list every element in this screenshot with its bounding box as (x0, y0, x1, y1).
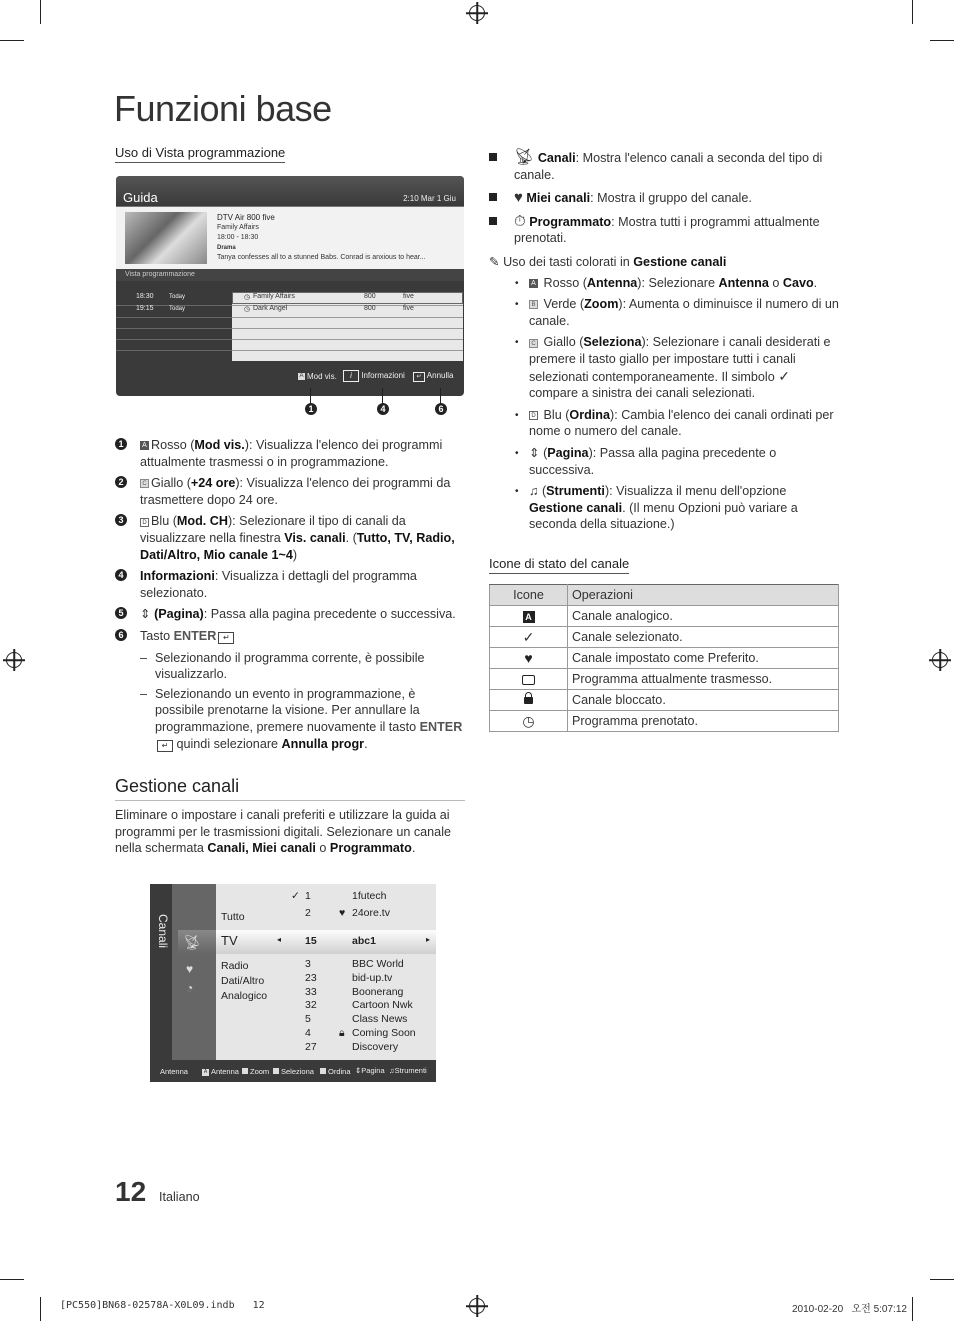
bullet-item (489, 214, 839, 247)
red-key-icon: A (299, 373, 304, 380)
bold-text: Annulla progr (281, 736, 365, 751)
table-row (490, 669, 839, 690)
enter-icon: ↵ (413, 372, 425, 382)
bold-text: Cavo (782, 275, 814, 290)
color-key-item: • ⇕ (Pagina): Passa alla pagina precedente o successiva. (515, 445, 777, 477)
schedule-list (116, 289, 464, 361)
bold-text: Antenna (586, 275, 638, 290)
row-time: 18:30 (136, 293, 154, 300)
status-icons-table (489, 584, 839, 732)
square-bullet-icon (489, 193, 497, 201)
channel-name[interactable]: bid-up.tv (352, 971, 393, 984)
footer-file: [PC550]BN68-02578A-X0L09.indb 12 (60, 1300, 265, 1311)
item-number: 5 (115, 607, 127, 619)
row-day: Today (169, 306, 186, 312)
channel-number-list (305, 958, 317, 1055)
footer-antenna-label: Antenna (160, 1067, 188, 1076)
table-row (490, 627, 839, 648)
bullet-item (489, 190, 839, 207)
program-thumbnail (125, 212, 207, 264)
page-updown-icon: ⇕ (140, 607, 151, 622)
channel-number: 23 (305, 971, 317, 984)
text: ): Visualizza l'elenco dei programmi da trasmettere dopo 24 ore. (140, 476, 451, 507)
annulla-label: Annulla (426, 371, 454, 380)
channel-name[interactable]: BBC World (352, 958, 404, 970)
timer-icon: ⏱︎ (514, 212, 526, 230)
enter-icon: ↵ (157, 740, 173, 752)
bold-text: Gestione canali (633, 254, 727, 269)
green-key-icon: B (529, 300, 538, 309)
blue-key-icon: D (529, 411, 538, 420)
green-key-icon (242, 1068, 248, 1074)
channel-name[interactable]: Coming Soon (352, 1026, 416, 1039)
text: ) (292, 547, 298, 562)
menu-item-radio[interactable]: Radio (221, 960, 249, 972)
enter-icon: ↵ (218, 632, 234, 644)
item-number: 3 (115, 514, 127, 526)
program-genre: Drama (217, 245, 236, 251)
text: ): Visualizza il menu dell'opzione (604, 484, 787, 499)
channel-side-title (156, 914, 170, 930)
bold-text: Canali (537, 151, 576, 165)
pagina-button[interactable] (355, 1066, 385, 1075)
bold-text: Zoom (584, 297, 619, 312)
red-key-icon: A (529, 279, 538, 288)
row-channel: five (403, 305, 414, 312)
row-title: Family Affairs (253, 293, 295, 300)
channel-screenshot (150, 884, 436, 1082)
text: Tasto (140, 628, 174, 643)
list-item (115, 606, 465, 623)
text: ): Selezionare i canali desiderati e premere il tasto giallo per impostare tutti i canali selezionati contemporaneamente. Il simbolo (529, 335, 831, 384)
text: ): Passa alla pagina precedente o successiva. (529, 445, 777, 477)
section-heading-gestione: Gestione canali (115, 776, 465, 801)
label: Ordina (328, 1067, 351, 1076)
channel-name[interactable]: Class News (352, 1013, 408, 1026)
color-key-item: • ♫ (Strumenti): Visualizza il menu dell'opzione Gestione canali. (Il menu Opzioni può variare a seconda della situazione.) (515, 484, 798, 532)
bold-text: (Pagina) (154, 607, 204, 622)
bold-text: Ordina (569, 407, 610, 422)
program-name: Family Affairs (217, 224, 259, 231)
channel-footer (150, 1060, 436, 1082)
text: Selezionando un evento in programmazione, è possibile prenotarne la visione. Per annullare la programmazione, premere nuovamente il tasto (155, 686, 420, 734)
blue-key-icon: D (140, 518, 149, 527)
yellow-key-icon: C (140, 479, 149, 488)
table-cell: Canale bloccato. (568, 690, 839, 711)
crop-mark (930, 1279, 954, 1280)
text: Giallo ( (543, 335, 584, 350)
table-cell: Programma attualmente trasmesso. (568, 669, 839, 690)
crop-mark (0, 1279, 24, 1280)
text: : Visualizza i dettagli del programma selezionato. (140, 569, 417, 600)
label: Strumenti (394, 1066, 427, 1075)
strumenti-button[interactable] (389, 1066, 427, 1075)
page-number: 12 (115, 1176, 147, 1207)
registration-mark-icon (932, 652, 948, 668)
table-cell: Programma prenotato. (568, 711, 839, 732)
info-label: Informazioni (361, 371, 405, 380)
timer-icon: ◔ (186, 981, 194, 995)
footer-date: 2010-02-20 오전 5:07:12 (792, 1304, 907, 1315)
color-key-item: • A Rosso (Antenna): Selezionare Antenna o Cavo. (515, 275, 818, 290)
channel-number: 4 (305, 1026, 311, 1039)
guide-info-panel (116, 207, 464, 269)
schedule-bar-label: Vista programmazione (125, 271, 195, 278)
icons-heading: Icone di stato del canale (489, 556, 629, 574)
heart-icon: ♥ (524, 650, 533, 666)
menu-item-analogico[interactable]: Analogico (221, 990, 268, 1002)
schedule-row[interactable] (116, 305, 464, 315)
list-item (115, 475, 465, 508)
guide-footer (116, 369, 464, 385)
right-column (489, 150, 839, 538)
text: quindi selezionare (173, 736, 282, 751)
clock-icon: ◷ (244, 306, 251, 313)
text: ): Aumenta o diminuisce il numero di un canale. (529, 297, 839, 328)
text: : Passa alla pagina precedente o successiva. (203, 607, 456, 622)
text: . (Il menu Opzioni può variare a seconda della situazione.) (529, 500, 798, 532)
bold-text: Antenna (718, 275, 769, 290)
check-icon: ✓ (522, 628, 535, 645)
red-key-icon: A (140, 441, 149, 450)
text: . ( (345, 530, 357, 545)
page-updown-icon: ⇕ (355, 1066, 362, 1075)
menu-item-dati[interactable]: Dati/Altro (221, 975, 265, 987)
channel-number: 1 (305, 890, 311, 902)
table-cell: Canale selezionato. (568, 627, 839, 648)
bold-text: Programmato (529, 214, 612, 229)
text: ( (543, 445, 548, 460)
square-bullet-icon (489, 153, 497, 161)
heart-icon: ♥ (339, 907, 346, 919)
text: . (364, 736, 368, 751)
numbered-list (115, 437, 465, 752)
bold-text: Vis. canali (284, 530, 346, 545)
text: : Mostra il gruppo del canale. (590, 191, 752, 206)
text: Selezionando il programma corrente, è possibile visualizzarlo. (155, 650, 425, 682)
guide-header (116, 176, 464, 207)
enter-text: ENTER (173, 628, 217, 643)
text: o (768, 275, 783, 290)
channel-number: 5 (305, 1013, 311, 1026)
bold-text: Canali, Miei canali (207, 841, 316, 856)
bold-text: Mod. CH (176, 514, 228, 529)
bold-text: Strumenti (546, 484, 605, 499)
bold-text: Programmato (329, 841, 412, 856)
tv-icon (522, 675, 535, 685)
text: Blu ( (543, 407, 570, 422)
program-time: 18:00 - 18:30 (217, 234, 259, 241)
list-item (115, 437, 465, 470)
text: o (315, 841, 330, 856)
text: Uso dei tasti colorati in (503, 254, 634, 269)
square-bullet-icon (489, 217, 497, 225)
registration-mark-icon (469, 1298, 485, 1314)
yellow-key-icon (273, 1068, 279, 1074)
page-title: Funzioni base (114, 88, 332, 129)
channels-icon: 📡︎ (514, 149, 535, 166)
text: ( (541, 484, 547, 499)
note (489, 254, 839, 271)
text: . (813, 275, 818, 290)
table-cell: Canale impostato come Preferito. (568, 648, 839, 669)
table-row (490, 711, 839, 732)
callout-1: 1 (305, 403, 317, 415)
text: ): Selezionare il tipo di canali da visualizzare nella finestra (140, 514, 406, 545)
selected-channel-name[interactable]: abc1 (352, 935, 376, 947)
crop-mark (912, 1297, 913, 1321)
table-row (490, 606, 839, 627)
table-header (490, 585, 839, 606)
annulla-button[interactable] (413, 371, 453, 382)
crop-mark (40, 1297, 41, 1321)
dash-item: – Selezionando un evento in programmazione, è possibile prenotarne la visione. Per annullare la programmazione, premere nuovamente il tasto ENTER↵ quindi selezionare Annulla progr. (140, 686, 463, 751)
registration-mark-icon (6, 652, 22, 668)
antenna-button[interactable] (202, 1067, 239, 1076)
text: Eliminare o impostare i canali preferiti e utilizzare la guida ai programmi per le trasmissioni digitali. Selezionare un canale nella schermata (115, 808, 451, 856)
text: Rosso ( (543, 275, 587, 290)
bold-text: Seleziona (583, 335, 642, 350)
text: Blu ( (151, 514, 177, 529)
crop-mark (912, 0, 913, 24)
schedule-row[interactable] (116, 293, 464, 303)
row-day: Today (169, 294, 186, 300)
clock-icon: ◷ (522, 712, 535, 729)
label: Zoom (250, 1067, 270, 1076)
list-item (115, 628, 465, 645)
table-row (490, 690, 839, 711)
bold-text: Gestione canali (529, 500, 623, 515)
column-header: Icone (490, 585, 568, 606)
enter-text: ENTER (419, 719, 463, 734)
callout-6: 6 (435, 403, 447, 415)
color-key-item: • D Blu (Ordina): Cambia l'elenco dei canali ordinati per nome o numero del canale. (515, 407, 834, 439)
label: Antenna (211, 1067, 239, 1076)
channel-number: 2 (305, 907, 311, 919)
channel-number: 32 (305, 999, 317, 1012)
bold-text: +24 ore (190, 476, 236, 491)
row-num: 800 (364, 293, 376, 300)
channel-number: 3 (305, 958, 311, 970)
column-header: Operazioni (568, 585, 839, 606)
bold-text: Informazioni (140, 569, 215, 584)
heart-icon: ♥ (186, 962, 194, 976)
channel-name[interactable]: Discovery (352, 1040, 399, 1053)
channel-number: 33 (305, 985, 317, 998)
crop-mark (0, 40, 24, 41)
pencil-icon: ✎ (489, 254, 500, 269)
callout-4: 4 (377, 403, 389, 415)
menu-item-tv[interactable]: TV (221, 933, 238, 948)
table-cell: Canale analogico. (568, 606, 839, 627)
table-row (490, 648, 839, 669)
text: Verde ( (543, 297, 585, 312)
text: : Mostra l'elenco canali a seconda del tipo di canale. (514, 151, 823, 182)
seleziona-button[interactable] (273, 1067, 314, 1076)
channel-name[interactable]: Boonerang (352, 985, 404, 998)
item-number: 6 (115, 629, 127, 641)
tools-icon: ♫ (529, 484, 539, 499)
bullet-item (489, 150, 839, 183)
color-key-item: • C Giallo (Seleziona): Selezionare i canali desiderati e premere il tasto giallo per impostare tutti i canali selezionati contemporaneamente. Il simbolo ✓ compare a sinistra dei canali selezionati. (515, 335, 831, 401)
yellow-key-icon: C (529, 339, 538, 348)
check-icon: ✓ (291, 890, 300, 902)
heart-icon: ♥ (514, 189, 523, 207)
program-desc: Tanya confesses all to a stunned Babs. Conrad is anxious to hear... (217, 254, 426, 261)
crop-mark (930, 40, 954, 41)
item-number: 4 (115, 569, 127, 581)
channels-icon: 📡︎ (183, 934, 201, 950)
text: : Mostra tutti i programmi attualmente prenotati. (514, 214, 820, 246)
menu-item-tutto[interactable]: Tutto (221, 911, 245, 923)
ordina-button[interactable] (320, 1067, 351, 1076)
tools-icon: ♫ (389, 1066, 395, 1075)
guide-title: Guida (123, 190, 158, 205)
schedule-bar (116, 269, 464, 281)
channel-name[interactable]: 24ore.tv (352, 907, 390, 919)
item-number: 2 (115, 476, 127, 488)
bold-text: Tutto, TV, Radio, Dati/Altro, Mio canale 1~4 (140, 530, 455, 562)
clock-icon: ◷ (244, 294, 251, 301)
channel-name[interactable]: 1futech (352, 890, 387, 902)
row-num: 800 (364, 305, 376, 312)
arrow-left-icon: ◂ (277, 935, 282, 944)
crop-mark (40, 0, 41, 24)
text: compare a sinistra dei canali selezionati. (529, 386, 756, 401)
guide-screenshot (116, 176, 464, 396)
page-updown-icon: ⇕ (529, 445, 540, 460)
row-time: 19:15 (136, 305, 154, 312)
registration-mark-icon (469, 5, 485, 21)
dash-item: – Selezionando il programma corrente, è possibile visualizzarlo. (140, 650, 425, 682)
gestione-intro (115, 807, 465, 857)
section-heading: Uso di Vista programmazione (115, 145, 285, 163)
lock-icon (524, 697, 533, 704)
blue-key-icon (320, 1068, 326, 1074)
text: ): Cambia l'elenco dei canali ordinati per nome o numero del canale. (529, 407, 834, 439)
mod-vis-label: Mod vis. (307, 372, 337, 381)
channel-number: 27 (305, 1040, 317, 1053)
guide-clock: 2:10 Mar 1 Giu (403, 194, 456, 203)
color-key-item: • B Verde (Zoom): Aumenta o diminuisce il numero di un canale. (515, 297, 839, 328)
mod-vis-button[interactable] (298, 372, 337, 381)
text: ): Visualizza l'elenco dei programmi attualmente trasmessi o in programmazione. (140, 438, 443, 469)
bold-text: Pagina (547, 445, 589, 460)
check-icon: ✓ (778, 367, 790, 384)
arrow-right-icon: ▸ (426, 935, 431, 944)
text: ): Selezionare (637, 275, 719, 290)
label: Pagina (361, 1066, 385, 1075)
zoom-button[interactable] (242, 1067, 269, 1076)
lock-icon: 🔒︎ (339, 1027, 345, 1039)
text: . (411, 841, 416, 856)
label: Seleziona (281, 1067, 314, 1076)
red-key-icon: A (203, 1068, 208, 1075)
selected-channel-number: 15 (305, 935, 317, 947)
text: Giallo ( (151, 476, 191, 491)
bold-text: Miei canali (526, 191, 591, 206)
list-item (115, 513, 465, 563)
bold-text: Mod vis. (194, 438, 245, 452)
channel-name-list (352, 958, 416, 1055)
info-button[interactable] (343, 370, 405, 382)
footer-language: Italiano (159, 1190, 200, 1204)
row-title: Dark Angel (253, 305, 288, 312)
analog-icon: A (523, 611, 535, 623)
program-channel: DTV Air 800 five (217, 213, 275, 222)
channel-name[interactable]: Cartoon Nwk (352, 999, 413, 1012)
text: Rosso ( (151, 438, 195, 452)
row-channel: five (403, 293, 414, 300)
tv-tab[interactable] (178, 930, 216, 954)
item-number: 1 (115, 438, 127, 450)
info-icon: i (343, 370, 359, 382)
list-item (115, 568, 465, 601)
